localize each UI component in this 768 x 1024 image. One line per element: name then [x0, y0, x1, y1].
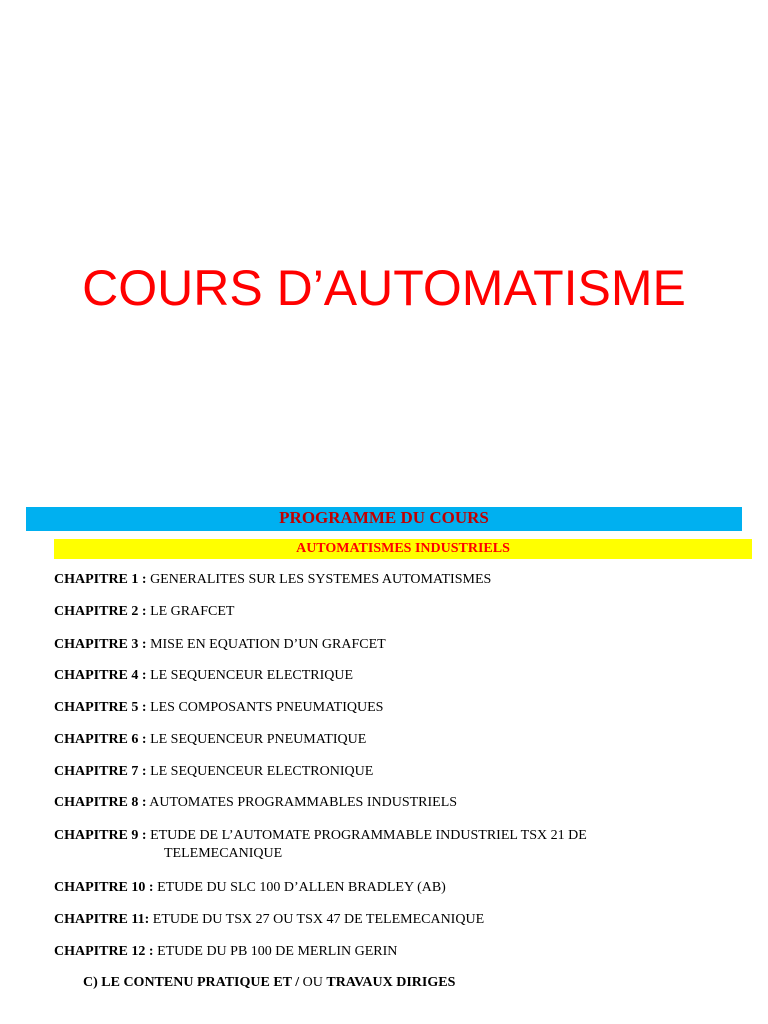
practical-content-part1: C) LE CONTENU PRATIQUE ET /	[83, 975, 300, 990]
chapter-title: LES COMPOSANTS PNEUMATIQUES	[146, 700, 384, 715]
chapter-number: CHAPITRE 9 :	[54, 828, 147, 843]
chapter-number: CHAPITRE 7 :	[54, 764, 147, 779]
chapter-title: ETUDE DU SLC 100 D’ALLEN BRADLEY (AB)	[153, 880, 446, 895]
chapter-number: CHAPITRE 3 :	[54, 637, 147, 652]
chapter-number: CHAPITRE 12 :	[54, 944, 154, 959]
chapter-title-continuation: TELEMECANIQUE	[164, 846, 283, 861]
chapter-title: ETUDE DE L’AUTOMATE PROGRAMMABLE INDUSTRIEL TSX 21 DE	[146, 828, 587, 843]
chapter-1	[54, 571, 491, 589]
chapter-number: CHAPITRE 1 :	[54, 572, 147, 587]
chapter-number: CHAPITRE 5 :	[54, 700, 147, 715]
chapter-title: LE SEQUENCEUR PNEUMATIQUE	[146, 732, 367, 747]
chapter-number: CHAPITRE 11:	[54, 912, 150, 927]
chapter-2	[54, 603, 234, 621]
practical-content-line	[83, 974, 455, 992]
practical-content-part3: TRAVAUX DIRIGES	[326, 975, 456, 990]
chapter-number: CHAPITRE 6 :	[54, 732, 147, 747]
chapter-12	[54, 943, 397, 961]
program-header: PROGRAMME DU COURS	[26, 507, 742, 531]
chapter-title: ETUDE DU TSX 27 OU TSX 47 DE TELEMECANIQUE	[149, 912, 485, 927]
chapter-7	[54, 763, 373, 781]
chapter-number: CHAPITRE 4 :	[54, 668, 147, 683]
chapter-title: LE GRAFCET	[146, 604, 235, 619]
chapter-title: GENERALITES SUR LES SYSTEMES AUTOMATISMES	[146, 572, 492, 587]
chapter-title: ETUDE DU PB 100 DE MERLIN GERIN	[153, 944, 398, 959]
chapter-number: CHAPITRE 2 :	[54, 604, 147, 619]
chapter-11	[54, 911, 484, 929]
practical-content-part2: OU	[299, 975, 327, 990]
subheader: AUTOMATISMES INDUSTRIELS	[54, 539, 752, 559]
chapter-4	[54, 667, 353, 685]
chapter-6	[54, 731, 366, 749]
chapter-5	[54, 699, 383, 717]
chapter-number: CHAPITRE 10 :	[54, 880, 154, 895]
chapter-9	[54, 827, 587, 863]
chapter-title: LE SEQUENCEUR ELECTRIQUE	[146, 668, 354, 683]
chapter-title: AUTOMATES PROGRAMMABLES INDUSTRIELS	[146, 795, 458, 810]
chapter-title: MISE EN EQUATION D’UN GRAFCET	[146, 637, 386, 652]
chapter-3	[54, 636, 386, 654]
chapter-8	[54, 794, 457, 812]
chapter-number: CHAPITRE 8 :	[54, 795, 147, 810]
chapter-10	[54, 879, 446, 897]
chapter-title: LE SEQUENCEUR ELECTRONIQUE	[146, 764, 374, 779]
document-title: COURS D’AUTOMATISME	[82, 260, 686, 316]
